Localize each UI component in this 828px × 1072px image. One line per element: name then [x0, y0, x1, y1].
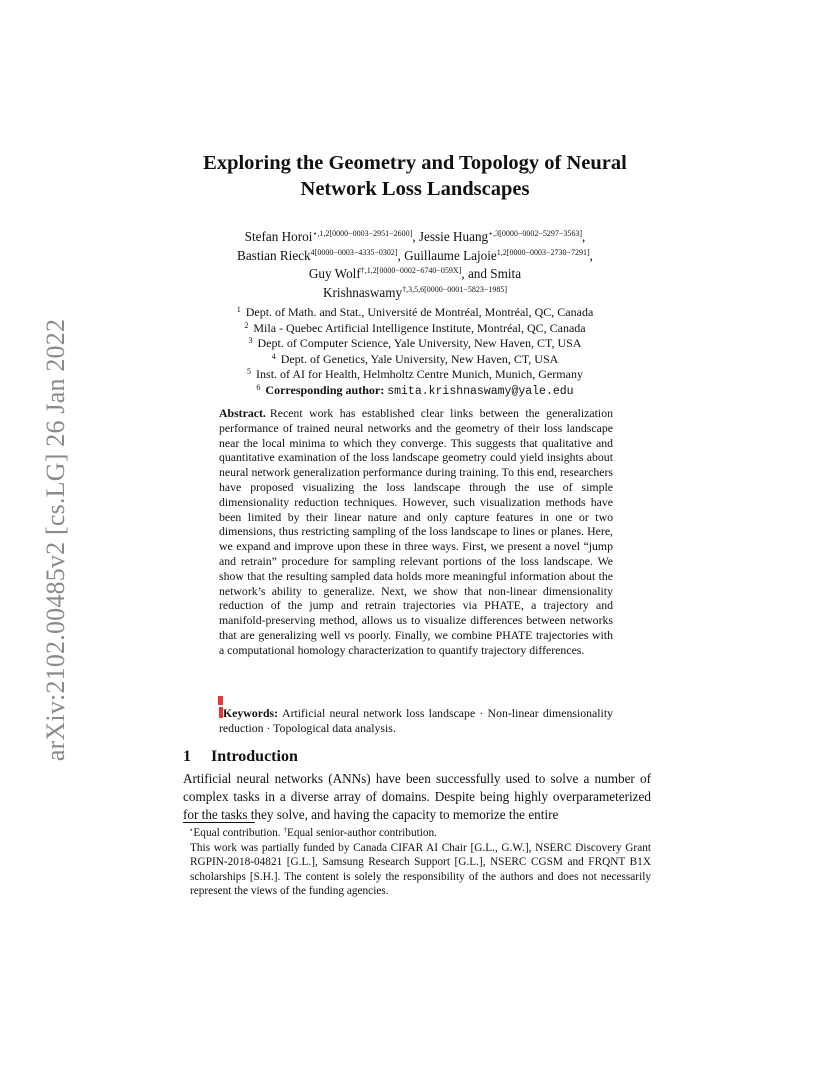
affiliation-text: Mila - Quebec Artificial Intelligence Institute, Montréal, QC, Canada [253, 320, 586, 335]
affiliation-number: 4 [271, 351, 276, 361]
affiliation-number: 3 [248, 336, 253, 345]
author-separator: , [412, 229, 419, 244]
author-separator: , [589, 247, 593, 263]
affiliation-text: Dept. of Math. and Stat., Université de Montréal, Montréal, QC, Canada [245, 305, 594, 319]
author-list [170, 228, 660, 302]
affiliation-number: 2 [244, 320, 249, 330]
section-title: Introduction [211, 748, 298, 765]
affiliation-text: Inst. of AI for Health, Helmholtz Centre Munich, Munich, Germany [256, 367, 583, 381]
author-orcid: 1,2[0000−0003−2730−7291] [496, 247, 590, 257]
author-orcid: †,3,5,6[0000−0001−5823−1985] [402, 284, 507, 294]
author-name: Bastian Rieck [237, 247, 311, 263]
affiliation-text: Dept. of Computer Science, Yale University, New Haven, CT, USA [257, 336, 582, 350]
author-orcid: ⋆,3[0000−0002−5297−3563] [488, 229, 583, 238]
paper-title [150, 150, 680, 202]
footnote-text: Equal senior-author contribution. [286, 827, 438, 839]
abstract-text: Recent work has established clear links between the generalization performance of trained neural networks and the geometry of their loss landscape near the local minima to which they converge. This suggests that qualitative and quantitative examination of the loss landscape geometry could yield insights about neural network generalization performance during training. To this end, researchers have proposed visualizing the loss landscape through the use of simple dimensionality reduction techniques. However, such visualization methods have been limited by their linear nature and only capture features in one or two dimensions, thus restricting sampling of the loss landscape to lines or planes. Here, we expand and improve upon these in three ways. First, we present a novel “jump and retrain” procedure for sampling relevant portions of the loss landscape. We show that the resulting sampled data holds more meaningful information about the network’s ability to generalize. Next, we show that non-linear dimensionality reduction of the jump and retrain trajectories via PHATE, a trajectory and manifold-preserving method, allows us to visualize differences between networks that are generalizing well vs poorly. Finally, we combine PHATE trajectories with a computational homology characterization to quantify trajectory differences. [219, 406, 613, 657]
author-separator: , [582, 229, 586, 244]
author-line [170, 247, 660, 266]
keywords-label: Keywords: [223, 706, 279, 720]
author-name: Stefan Horoi [244, 229, 313, 244]
section-heading [183, 748, 298, 766]
corresponding-author-label: Corresponding author: [265, 382, 385, 397]
title-line: Network Loss Landscapes [300, 178, 530, 200]
affiliation-text: Dept. of Genetics, Yale University, New Haven, CT, USA [280, 351, 559, 366]
author-separator: , [397, 247, 405, 263]
author-line [170, 265, 660, 284]
footnote-text: Equal contribution. [193, 827, 281, 839]
affiliation [180, 352, 650, 368]
author-line [170, 228, 660, 247]
footnote-symbol: † [283, 826, 287, 834]
affiliation-number: 1 [236, 305, 241, 314]
affiliation-number: 6 [256, 382, 261, 392]
author-orcid: 4[0000−0003−4335−0302] [310, 247, 398, 257]
author-orcid: †,1,2[0000−0002−6740−059X] [360, 266, 462, 275]
author-name: Guy Wolf [308, 266, 361, 281]
affiliation-list [180, 305, 650, 399]
footnote-symbol: ⋆ [189, 826, 194, 834]
affiliation [180, 305, 650, 321]
footnote-funding: This work was partially funded by Canada CIFAR AI Chair [G.L., G.W.], NSERC Discovery Grant RGPIN-2018-04821 [G.L.], Samsung Research Support [G.L.], NSERC CGSM and FRQNT B1X scholarships [S.H.]. The content is solely the responsibility of the authors and does not necessarily represent the views of the funding agencies. [190, 841, 651, 897]
author-name: Guillaume Lajoie [404, 247, 497, 263]
affiliation [180, 321, 650, 337]
author-separator: , and Smita [461, 266, 522, 281]
affiliation-number: 5 [247, 367, 252, 376]
footnote-contribution [183, 826, 651, 841]
affiliation [180, 336, 650, 352]
keywords-text: Artificial neural network loss landscape · Non-linear dimensionality reduction · Topological data analysis. [219, 706, 613, 735]
affiliation [180, 367, 650, 383]
corresponding-email[interactable]: smita.krishnaswamy@yale.edu [387, 384, 574, 398]
author-orcid: ⋆,1,2[0000−0003−2951−2600] [312, 229, 413, 238]
author-name: Jessie Huang [418, 229, 489, 244]
footnote-divider [183, 822, 255, 823]
arxiv-identifier-stamp: arXiv:2102.00485v2 [cs.LG] 26 Jan 2022 [41, 318, 70, 762]
abstract [219, 406, 613, 658]
footnotes [183, 826, 651, 899]
keywords [219, 706, 613, 736]
author-name: Krishnaswamy [323, 284, 403, 300]
annotation-marker [218, 696, 223, 705]
abstract-label: Abstract. [219, 406, 266, 420]
author-line [170, 284, 660, 303]
corresponding-author [180, 383, 650, 400]
title-line: Exploring the Geometry and Topology of Neural [203, 152, 627, 174]
section-number: 1 [183, 748, 191, 765]
intro-paragraph: Artificial neural networks (ANNs) have been successfully used to solve a number of complex tasks in a diverse array of domains. Despite being highly overparameterized for the tasks they solve, and having the capacity to memorize the entire [183, 771, 651, 822]
